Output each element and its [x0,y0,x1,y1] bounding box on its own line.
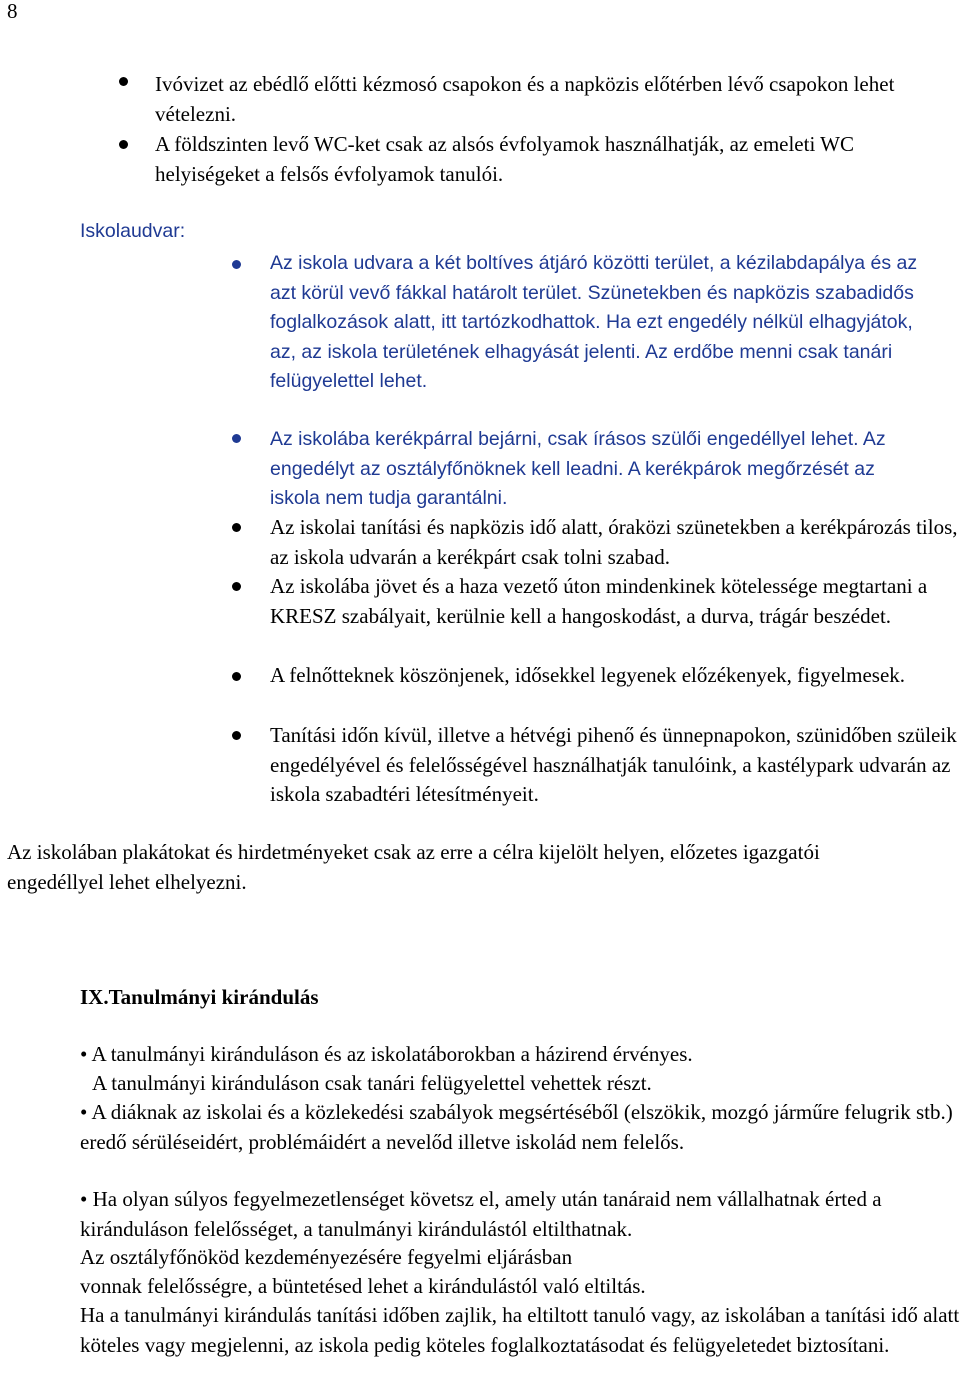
section-paragraph: • A diáknak az iskolai és a közlekedési szabályok megsértéséből (elszökik, mozgó járműre felugrik stb.) eredő sérüléseidért, problémáidért a nevelőd illetve iskolád nem felelős. [80,1100,953,1154]
list-item: Az iskolába jövet és a haza vezető úton mindenkinek kötelessége megtartani a KRESZ szabályait, kerülnie kell a hangoskodást, a durva, trágár beszédet. [270,574,928,628]
list-item: Tanítási időn kívül, illetve a hétvégi pihenő és ünnepnapokon, szünidőben szüleik engedélyével és felelősségével használhatják tanulóink, a kastélypark udvarán az iskola szabadtéri létesítményeit. [270,723,957,806]
list-item: Az iskolai tanítási és napközis idő alatt, óraközi szünetekben a kerékpározás tilos, az iskola udvarán a kerékpárt csak tolni szabad. [270,515,958,569]
section-paragraph: A tanulmányi kiránduláson csak tanári felügyelettel vehettek részt. [92,1071,652,1095]
bullet-dot [232,434,241,443]
bullet-dot [119,140,128,149]
section-paragraph: • A tanulmányi kiránduláson és az iskolatáborokban a házirend érvényes. [80,1042,693,1066]
section-paragraph: vonnak felelősségre, a büntetésed lehet a kirándulástól való eltiltás. [80,1274,646,1298]
list-item: Ivóvizet az ebédlő előtti kézmosó csapokon és a napközis előtérben lévő csapokon lehet vételezni. [155,72,895,126]
section-paragraph: Az osztályfőnököd kezdeményezésére fegyelmi eljárásban [80,1245,573,1269]
section-title: Tanulmányi kirándulás [108,985,319,1009]
courtyard-heading: Iskolaudvar: [80,220,186,242]
list-item: Az iskolába kerékpárral bejárni, csak írásos szülői engedéllyel lehet. Az engedélyt az osztályfőnöknek kell leadni. A kerékpárok megőrzését az iskola nem tudja garantálni. [270,428,886,509]
list-item: Az iskola udvara a két boltíves átjáró közötti terület, a kézilabdapálya és az azt körül vevő fákkal határolt terület. Szünetekben és napközis szabadidős foglalkozások alatt, itt tartózkodhattok. Ha ezt engedély nélkül elhagyjátok, az, az iskola területének elhagyását jelenti. Az erdőbe menni csak tanári felügyelettel lehet. [270,252,918,392]
posters-paragraph: Az iskolában plakátokat és hirdetményeket csak az erre a célra kijelölt helyen, előzetes igazgatói engedéllyel lehet elhelyezni. [7,840,820,894]
bullet-dot [232,731,241,740]
list-item: A felnőtteknek köszönjenek, idősekkel legyenek előzékenyek, figyelmesek. [270,663,906,687]
section-paragraph: • Ha olyan súlyos fegyelmezetlenséget követsz el, amely után tanáraid nem vállalhatnak érted a kiránduláson felelősséget, a tanulmányi kirándulástól eltilthatnak. [80,1187,882,1241]
page-number: 8 [7,0,18,23]
bullet-dot [119,77,128,86]
bullet-dot [232,260,241,269]
section-heading [80,983,319,1013]
bullet-dot [232,672,241,681]
bullet-dot [232,582,241,591]
list-item: A földszinten levő WC-ket csak az alsós évfolyamok használhatják, az emeleti WC helyiségeket a felsős évfolyamok tanulói. [155,132,854,186]
bullet-dot [232,523,241,532]
section-paragraph: Ha a tanulmányi kirándulás tanítási időben zajlik, ha eltiltott tanuló vagy, az iskolában a tanítási idő alatt köteles vagy megjelenni, az iskola pedig köteles foglalkoztatásodat és felügyeletedet biztosítani. [80,1303,960,1357]
section-number: IX. [80,985,109,1009]
